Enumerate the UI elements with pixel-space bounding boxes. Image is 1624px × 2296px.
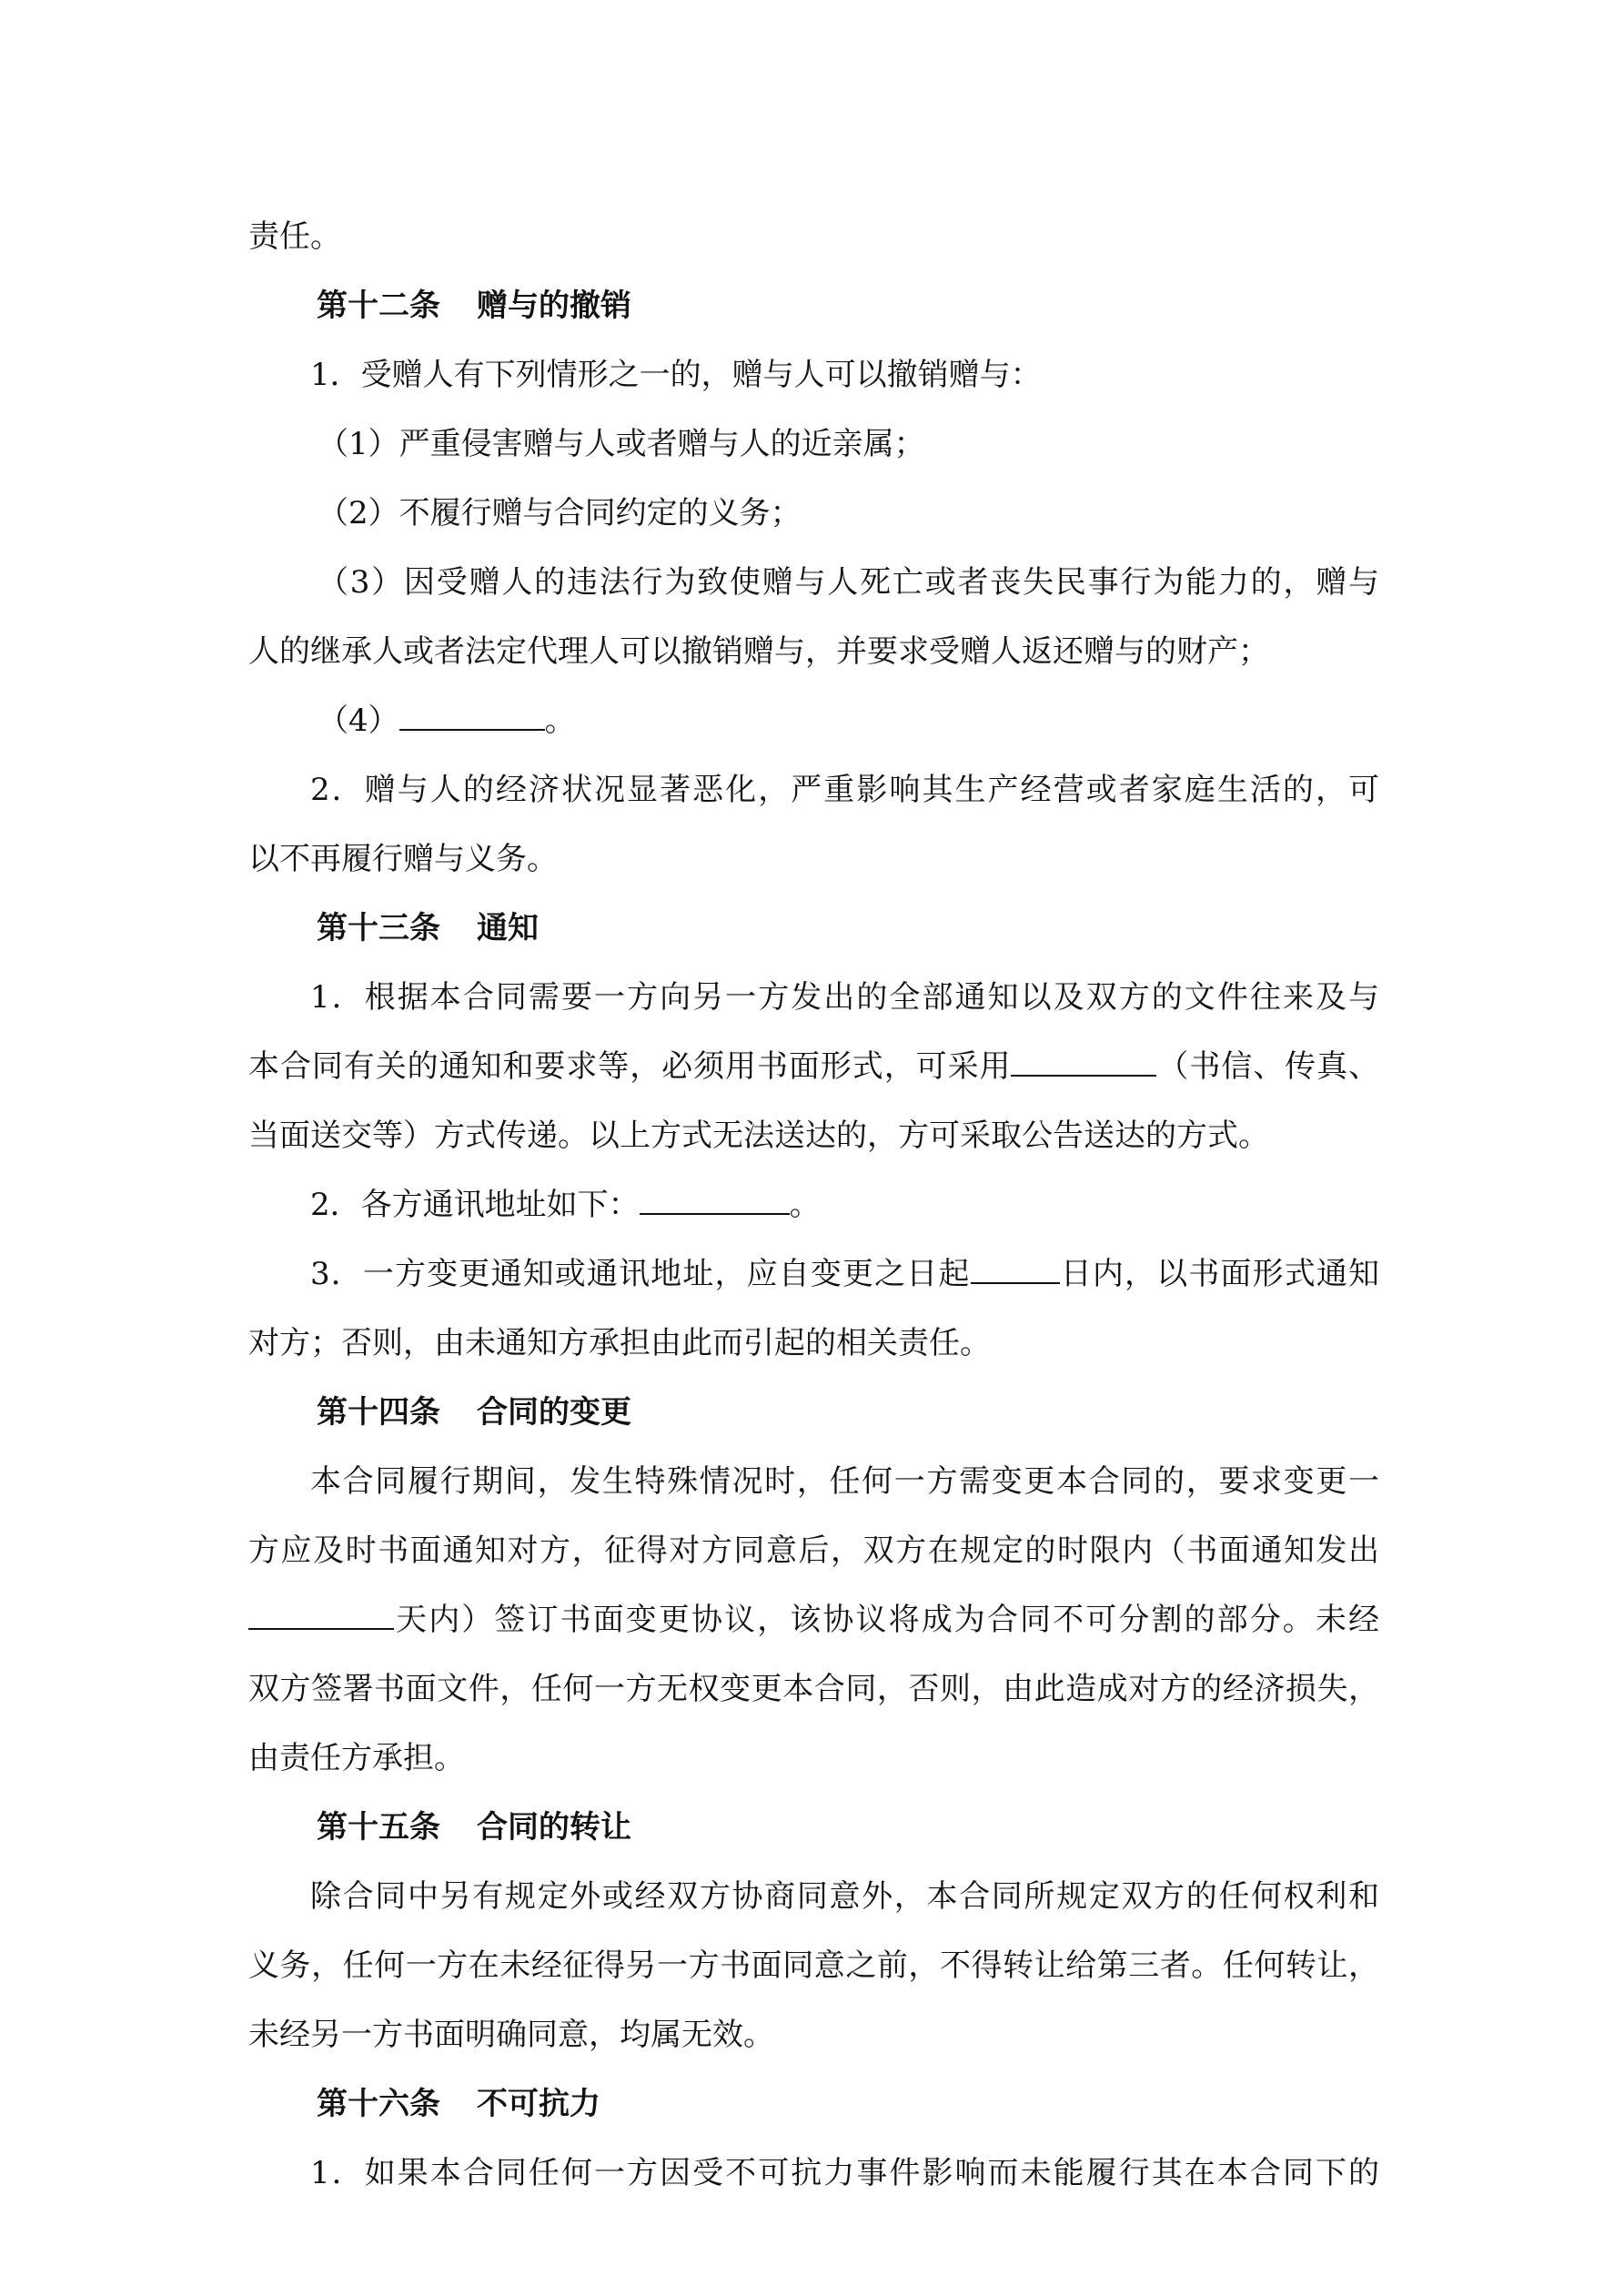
article-13-clause-1-line-2-prefix: 本合同有关的通知和要求等，必须用书面形式，可采用 [248, 1048, 1012, 1085]
article-14-line-3-text: 天内）签订书面变更协议，该协议将成为合同不可分割的部分。未经 [394, 1602, 1379, 1638]
fill-blank-line [640, 1186, 790, 1215]
article-12-item-2: （2）不履行赠与合同约定的义务； [318, 495, 802, 531]
article-13-heading [248, 894, 1379, 963]
article-15-line-2: 义务，任何一方在未经征得另一方书面同意之前，不得转让给第三者。任何转让， [248, 1947, 1379, 1984]
article-13-clause-2-prefix: 2．各方通讯地址如下： [310, 1187, 640, 1223]
article-13-clause-3-line-1 [248, 1239, 1379, 1309]
article-15-heading [248, 1793, 1379, 1862]
article-16-heading [248, 2069, 1379, 2139]
article-12-item-4-prefix: （4） [318, 703, 399, 739]
article-13-clause-1-line-2 [248, 1032, 1379, 1101]
article-13-clause-3-suffix: 日内，以书面形式通知 [1059, 1256, 1379, 1292]
article-13-title: 通知 [477, 910, 539, 946]
article-14-line-1: 本合同履行期间，发生特殊情况时，任何一方需变更本合同的，要求变更一 [310, 1463, 1379, 1500]
article-12-item-4 [248, 686, 1379, 755]
fill-blank-line [971, 1255, 1060, 1284]
article-12-clause-1: 1．受赠人有下列情形之一的，赠与人可以撤销赠与： [310, 357, 1042, 393]
article-14-line-4: 双方签署书面文件，任何一方无权变更本合同，否则，由此造成对方的经济损失， [248, 1671, 1379, 1707]
article-13-clause-2-suffix: 。 [789, 1187, 821, 1223]
article-12-item-3-line-2: 人的继承人或者法定代理人可以撤销赠与，并要求受赠人返还赠与的财产； [248, 633, 1269, 670]
article-12-item-3-line-1: （3）因受赠人的违法行为致使赠与人死亡或者丧失民事行为能力的，赠与 [318, 564, 1379, 601]
article-15-title: 合同的转让 [477, 1809, 631, 1846]
article-14-heading [248, 1378, 1379, 1447]
article-16-number: 第十六条 [317, 2086, 440, 2122]
article-15-number: 第十五条 [317, 1809, 440, 1846]
fill-blank-line [399, 702, 545, 731]
article-16-line-1: 1．如果本合同任何一方因受不可抗力事件影响而未能履行其在本合同下的 [310, 2155, 1379, 2191]
fill-blank-line [1011, 1047, 1156, 1077]
article-12-item-4-suffix: 。 [544, 703, 576, 739]
article-15-line-3: 未经另一方书面明确同意，均属无效。 [248, 2017, 774, 2053]
article-12-item-1: （1）严重侵害赠与人或者赠与人的近亲属； [318, 426, 925, 462]
article-12-clause-2-line-1: 2．赠与人的经济状况显著恶化，严重影响其生产经营或者家庭生活的，可 [310, 772, 1379, 808]
fill-blank-line [248, 1601, 394, 1630]
article-13-clause-1-line-2-suffix: （书信、传真、 [1156, 1048, 1380, 1085]
article-14-line-5: 由责任方承担。 [248, 1740, 465, 1776]
article-13-clause-3-line-2: 对方；否则，由未通知方承担由此而引起的相关责任。 [248, 1325, 991, 1361]
article-14-line-2: 方应及时书面通知对方，征得对方同意后，双方在规定的时限内（书面通知发出 [248, 1532, 1379, 1569]
contract-page [248, 202, 1379, 2208]
article-16-title: 不可抗力 [477, 2086, 600, 2122]
article-13-clause-1-line-1: 1．根据本合同需要一方向另一方发出的全部通知以及双方的文件往来及与 [310, 979, 1379, 1016]
article-14-line-3 [248, 1585, 1379, 1654]
article-14-number: 第十四条 [317, 1394, 440, 1431]
carryover-text: 责任。 [248, 218, 341, 255]
article-13-clause-2 [248, 1170, 1379, 1239]
article-12-clause-2-line-2: 以不再履行赠与义务。 [248, 841, 558, 877]
article-13-clause-1-line-3: 当面送交等）方式传递。以上方式无法送达的，方可采取公告送达的方式。 [248, 1118, 1269, 1154]
article-13-number: 第十三条 [317, 910, 440, 946]
article-14-title: 合同的变更 [477, 1394, 631, 1431]
article-12-title: 赠与的撤销 [477, 288, 631, 324]
article-15-line-1: 除合同中另有规定外或经双方协商同意外，本合同所规定双方的任何权利和 [310, 1878, 1379, 1915]
article-13-clause-3-prefix: 3．一方变更通知或通讯地址，应自变更之日起 [310, 1256, 971, 1292]
article-12-heading [248, 271, 1379, 340]
article-12-number: 第十二条 [317, 288, 440, 324]
